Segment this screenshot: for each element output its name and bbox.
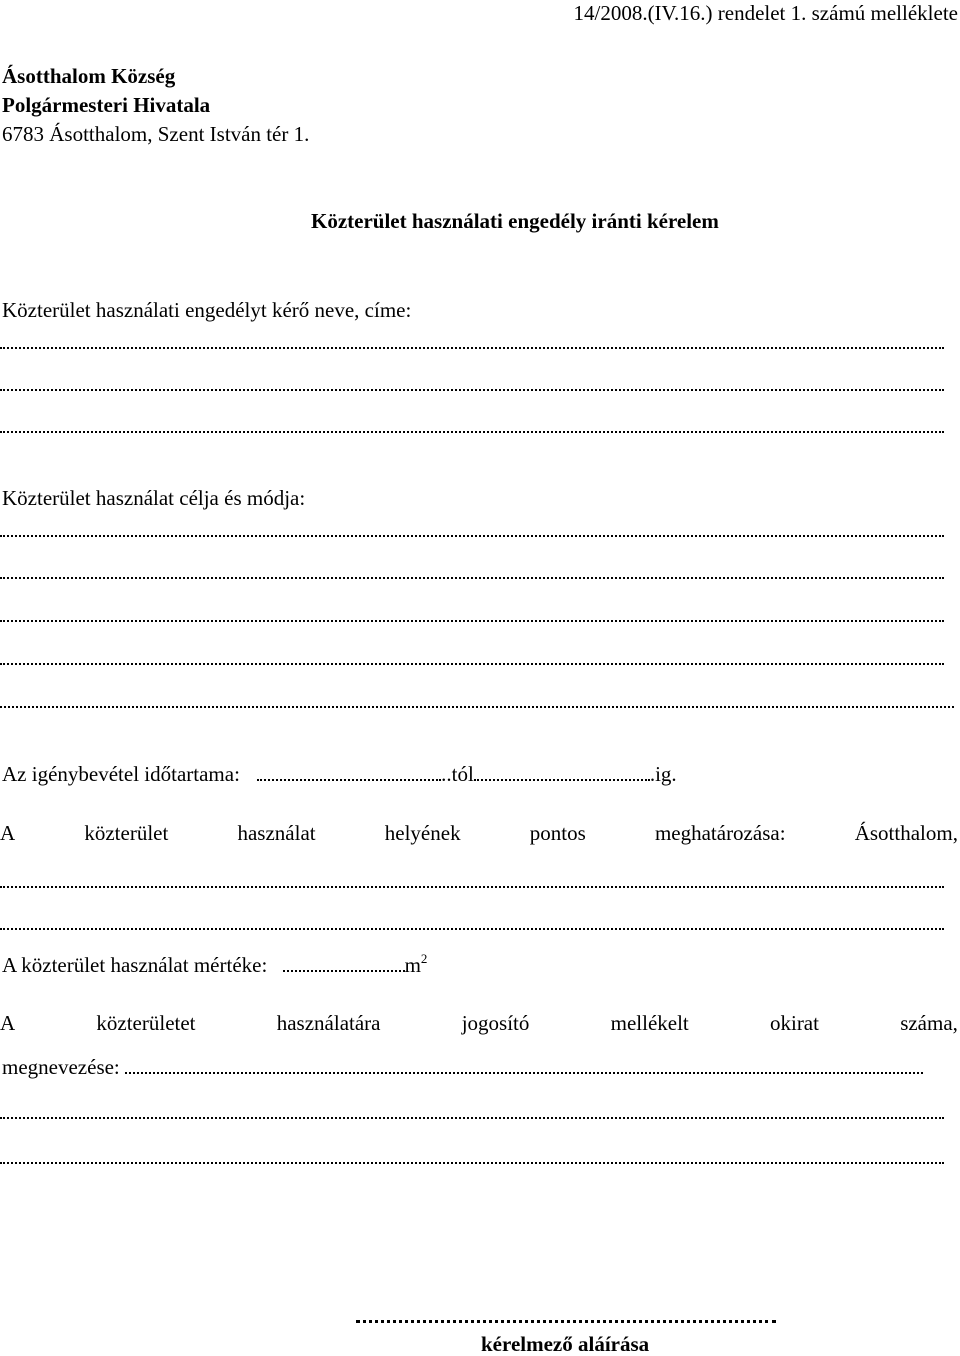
document-word: közterületet: [96, 1011, 196, 1035]
purpose-line-3[interactable]: [0, 620, 944, 622]
extent-label: A közterület használat mértéke:: [2, 953, 268, 977]
extent-unit: m: [404, 953, 421, 977]
applicant-label: Közterület használati engedélyt kérő neve, címe:: [2, 298, 412, 322]
location-word: közterület: [84, 821, 169, 845]
document-name-label: megnevezése:: [2, 1055, 120, 1079]
document-name-field[interactable]: [125, 1072, 923, 1074]
duration-label: Az igénybevétel időtartama:: [2, 762, 240, 786]
document-word: jogosító: [461, 1011, 530, 1035]
document-word: száma,: [900, 1011, 958, 1035]
signature-label: kérelmező aláírása: [481, 1332, 650, 1356]
document-word: használatára: [276, 1011, 381, 1035]
duration-row: [2, 764, 677, 785]
location-word: pontos: [529, 821, 586, 845]
document-line-1[interactable]: [0, 1117, 944, 1119]
location-word: használat: [237, 821, 316, 845]
document-word: okirat: [769, 1011, 819, 1035]
purpose-line-2[interactable]: [0, 577, 944, 579]
location-word: A: [0, 821, 16, 845]
location-word: Ásotthalom,: [854, 821, 958, 845]
extent-field[interactable]: [283, 970, 405, 972]
extent-unit-exponent: 2: [420, 951, 428, 966]
location-label: [0, 823, 958, 844]
purpose-line-1[interactable]: [0, 535, 944, 537]
applicant-line-2[interactable]: [0, 389, 944, 391]
authority-office: Polgármesteri Hivatala: [2, 93, 211, 117]
extent-row: [2, 951, 428, 977]
location-word: helyének: [384, 821, 461, 845]
location-line-2[interactable]: [0, 928, 944, 930]
purpose-line-4[interactable]: [0, 663, 944, 665]
purpose-line-5[interactable]: [0, 706, 954, 708]
document-word: A: [0, 1011, 16, 1035]
location-line-1[interactable]: [0, 886, 944, 888]
document-label: [0, 1013, 958, 1034]
purpose-label: Közterület használat célja és módja:: [2, 486, 306, 510]
duration-from-field[interactable]: [257, 779, 441, 781]
document-line-2[interactable]: [0, 1162, 944, 1164]
decree-reference: 14/2008.(IV.16.) rendelet 1. számú melléklete: [573, 1, 958, 25]
location-word: meghatározása:: [654, 821, 786, 845]
document-word: mellékelt: [610, 1011, 689, 1035]
duration-from-suffix: ..tól: [441, 762, 474, 786]
authority-name: Ásotthalom Község: [2, 64, 176, 88]
authority-address: 6783 Ásotthalom, Szent István tér 1.: [2, 122, 310, 146]
duration-to-suffix: .ig.: [649, 762, 677, 786]
applicant-line-1[interactable]: [0, 347, 944, 349]
applicant-line-3[interactable]: [0, 431, 944, 433]
signature-field[interactable]: [356, 1320, 776, 1323]
document-name-row: [2, 1057, 923, 1078]
form-title: Közterület használati engedély iránti kérelem: [311, 209, 719, 233]
duration-to-field[interactable]: [474, 779, 650, 781]
